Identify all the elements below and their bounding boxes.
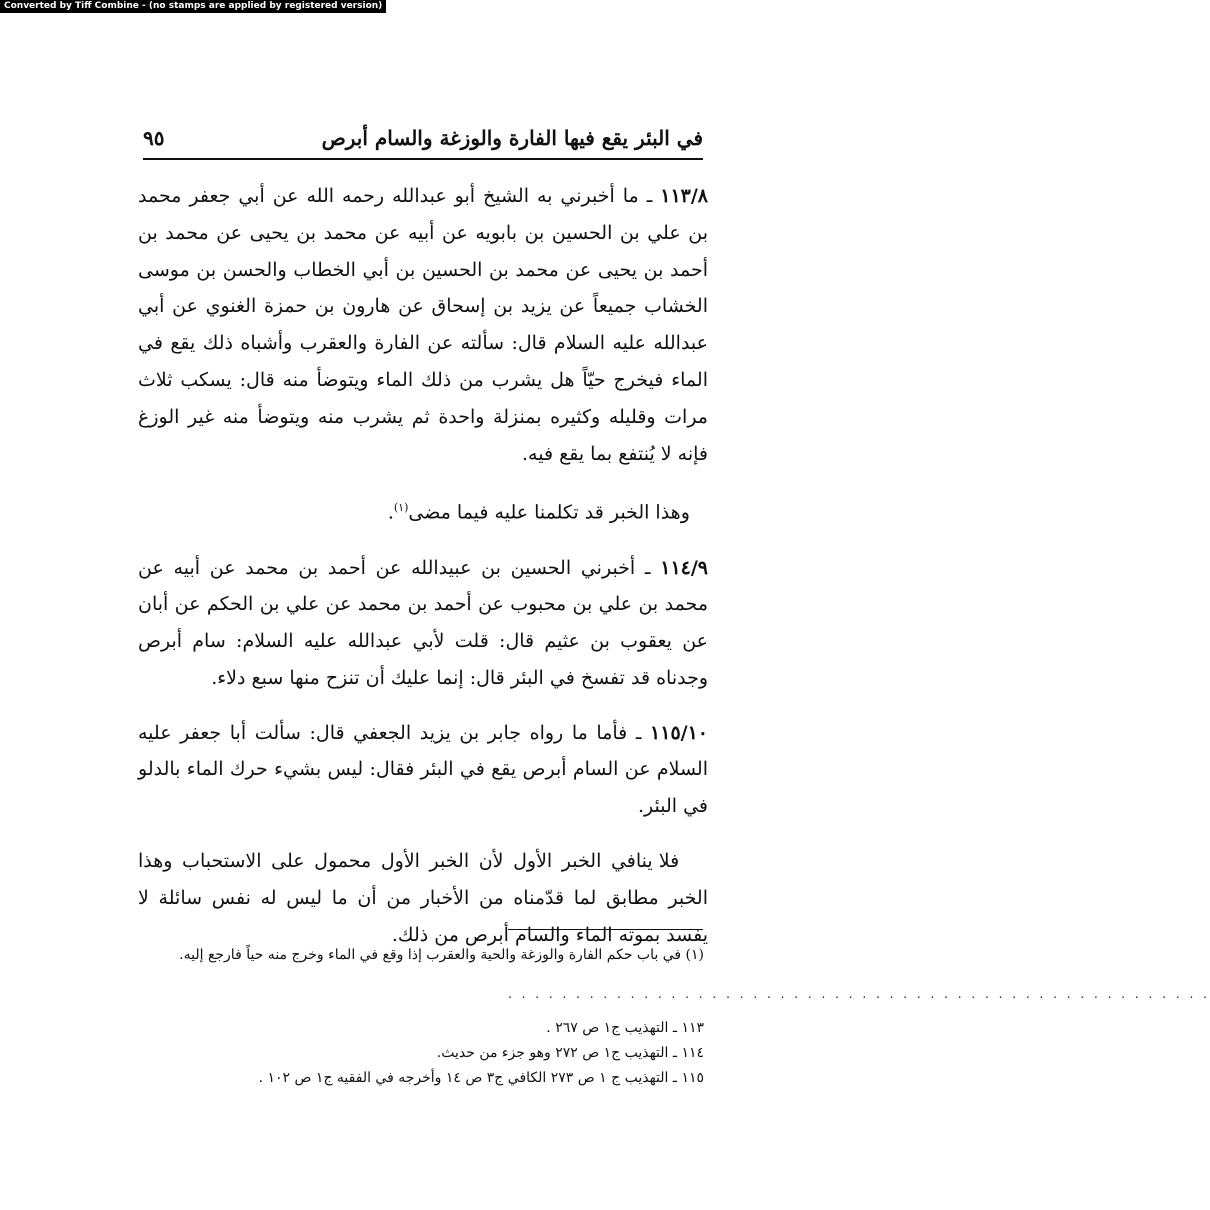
commentary-text: وهذا الخبر قد تكلمنا عليه فيما مضى	[408, 501, 690, 524]
footnote-reference: (١)	[393, 501, 409, 515]
hadith-text: ـ فأما ما رواه جابر بن يزيد الجعفي قال: سألت أبا جعفر عليه السلام عن السام أبرص يقع في البئر فقال: ليس بشيء حرك الماء بالدلو في البئر.	[138, 721, 708, 818]
hadith-115	[138, 715, 708, 825]
footnote: (١) في باب حكم الفارة والوزغة والحية والعقرب إذا وقع في الماء وخرج منه حياً فارجع إليه.	[179, 947, 704, 963]
source-references	[138, 1016, 704, 1091]
hadith-text: ـ أخبرني الحسين بن عبيدالله عن أحمد بن محمد عن أبيه عن محمد بن علي بن محبوب عن أحمد بن محمد عن علي بن الحكم عن أبان عن يعقوب بن عثيم قال: قلت لأبي عبدالله عليه السلام: سام أبرص وجدناه قد تفسخ في البئر قال: إنما عليك أن تنزح منها سبع دلاء.	[138, 556, 708, 689]
source-ref-113: ١١٣ ـ التهذيب ج١ ص ٢٦٧ .	[546, 1020, 704, 1036]
hadith-number: ١١٣/٨	[660, 185, 708, 207]
hadith-114	[138, 550, 708, 697]
page-number: ٩٥	[143, 126, 165, 150]
header-rule	[143, 158, 703, 160]
hadith-number: ١١٥/١٠	[650, 721, 708, 744]
hadith-text: ـ ما أخبرني به الشيخ أبو عبدالله رحمه الله عن أبي جعفر محمد بن علي بن الحسين بن بابويه عن أبيه عن محمد بن يحيى عن محمد بن أحمد بن يحيى عن محمد بن الحسين بن أبي الخطاب والحسن بن موسى الخشاب جميعاً عن يزيد بن إسحاق عن هارون بن حمزة الغنوي عن أبي عبدالله عليه السلام قال: سألته عن الفارة والعقرب وأشباه ذلك يقع في الماء فيخرج حيّاً هل يشرب من ذلك الماء ويتوضأ منه قال: يسكب ثلاث مرات وقليله وكثيره بمنزلة واحدة ثم يشرب منه ويتوضأ منه غير الوزغ فإنه لا يُنتفع بما يقع فيه.	[138, 185, 708, 465]
commentary-paragraph	[138, 490, 708, 531]
footnote-separator	[508, 929, 703, 930]
conclusion-paragraph	[138, 843, 708, 953]
dotted-separator: . . . . . . . . . . . . . . . . . . . . . . . . . . . . . . . . . . . . . . . . . . . . . . . . . . . .	[508, 987, 1210, 1001]
hadith-number: ١١٤/٩	[660, 556, 708, 579]
conclusion-text: فلا ينافي الخبر الأول لأن الخبر الأول محمول على الاستحباب وهذا الخبر مطابق لما قدّمناه من الأخبار من أن ما ليس له نفس سائلة لا يفسد بموته الماء والسام أبرص من ذلك.	[138, 850, 708, 946]
hadith-113	[138, 178, 708, 472]
source-ref-115: ١١٥ ـ التهذيب ج ١ ص ٢٧٣ الكافي ج٣ ص ١٤ وأخرجه في الفقيه ج١ ص ١٠٢ .	[258, 1070, 704, 1086]
main-text	[138, 178, 708, 953]
chapter-title: في البئر يقع فيها الفارة والوزغة والسام أبرص	[321, 126, 703, 150]
source-ref-114: ١١٤ ـ التهذيب ج١ ص ٢٧٢ وهو جزء من حديث.	[436, 1045, 704, 1061]
converter-banner: Converted by Tiff Combine - (no stamps are applied by registered version)	[0, 0, 386, 13]
page-header	[143, 126, 703, 160]
commentary-end: .	[387, 501, 394, 524]
